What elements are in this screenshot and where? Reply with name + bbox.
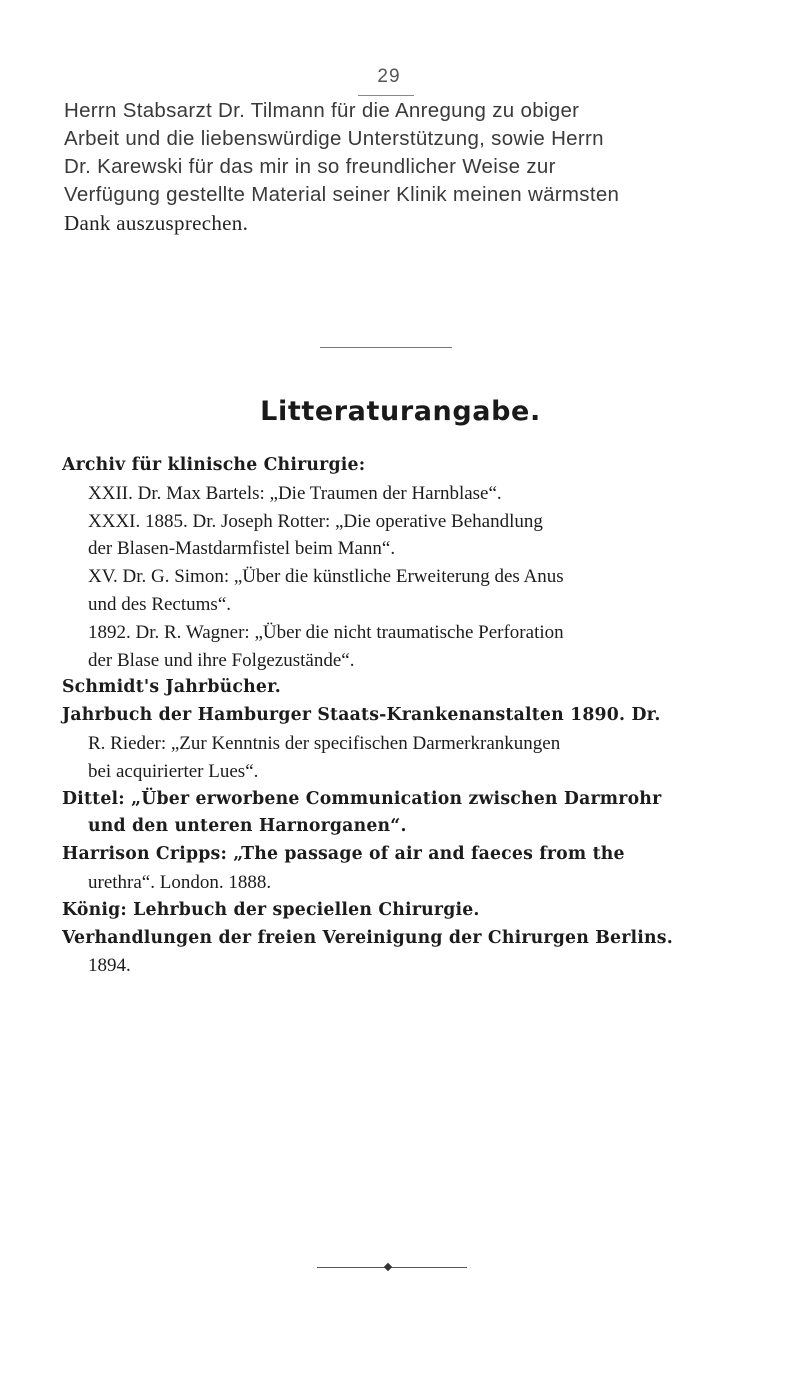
acknowledgement-line-4: Verfügung gestellte Material seiner Klinik meinen wärmsten xyxy=(64,183,620,206)
reference-entry-simon-line-1: XV. Dr. G. Simon: „Über die künstliche Erweiterung des Anus xyxy=(88,566,564,588)
reference-entry-rotter-line-2: der Blasen-Mastdarmfistel beim Mann“. xyxy=(88,538,396,560)
reference-entry-jahrbuch-line-2: R. Rieder: „Zur Kenntnis der specifischen Darmerkrankungen xyxy=(88,732,561,754)
end-ornament xyxy=(317,1263,467,1273)
reference-entry-jahrbuch-line-1: Jahrbuch der Hamburger Staats-Krankenanstalten 1890. Dr. xyxy=(62,705,661,726)
acknowledgement-paragraph xyxy=(64,97,754,237)
acknowledgement-line-3: Dr. Karewski für das mir in so freundlicher Weise zur xyxy=(64,155,556,178)
reference-entry-bartels: XXII. Dr. Max Bartels: „Die Traumen der Harnblase“. xyxy=(88,482,502,504)
reference-entry-schmidt: Schmidt's Jahrbücher. xyxy=(62,677,282,698)
reference-entry-verhandlungen-line-1: Verhandlungen der freien Vereinigung der Chirurgen Berlins. xyxy=(62,927,673,948)
reference-entry-simon-line-2: und des Rectums“. xyxy=(88,593,232,615)
page-number: 29 xyxy=(377,66,401,87)
acknowledgement-line-2: Arbeit und die liebenswürdige Unterstützung, sowie Herrn xyxy=(64,127,604,150)
reference-entry-dittel-line-2: und den unteren Harnorganen“. xyxy=(88,816,407,837)
page-number-rule xyxy=(358,95,414,96)
reference-entry-harrison-line-2: urethra“. London. 1888. xyxy=(88,871,272,893)
reference-entry-verhandlungen-line-2: 1894. xyxy=(88,955,131,977)
reference-list xyxy=(62,452,762,980)
end-ornament-diamond-icon xyxy=(384,1263,392,1271)
reference-entry-jahrbuch-line-3: bei acquirierter Lues“. xyxy=(88,760,259,782)
reference-entry-wagner-line-2: der Blase und ihre Folgezustände“. xyxy=(88,649,355,671)
acknowledgement-line-5: Dank auszusprechen. xyxy=(64,211,249,235)
reference-entry-harrison-line-1: Harrison Cripps: „The passage of air and faeces from the xyxy=(62,844,625,865)
reference-group-title-archiv: Archiv für klinische Chirurgie: xyxy=(62,455,366,475)
reference-entry-dittel-line-1: Dittel: „Über erworbene Communication zwischen Darmrohr xyxy=(62,788,662,809)
reference-entry-rotter-line-1: XXXI. 1885. Dr. Joseph Rotter: „Die operative Behandlung xyxy=(88,510,543,532)
section-heading: Litteraturangabe. xyxy=(260,396,541,427)
acknowledgement-line-1: Herrn Stabsarzt Dr. Tilmann für die Anregung zu obiger xyxy=(64,99,580,122)
reference-entry-wagner-line-1: 1892. Dr. R. Wagner: „Über die nicht traumatische Perforation xyxy=(88,621,564,643)
reference-entry-koenig: König: Lehrbuch der speciellen Chirurgie. xyxy=(62,899,480,920)
section-separator-rule xyxy=(320,347,452,348)
